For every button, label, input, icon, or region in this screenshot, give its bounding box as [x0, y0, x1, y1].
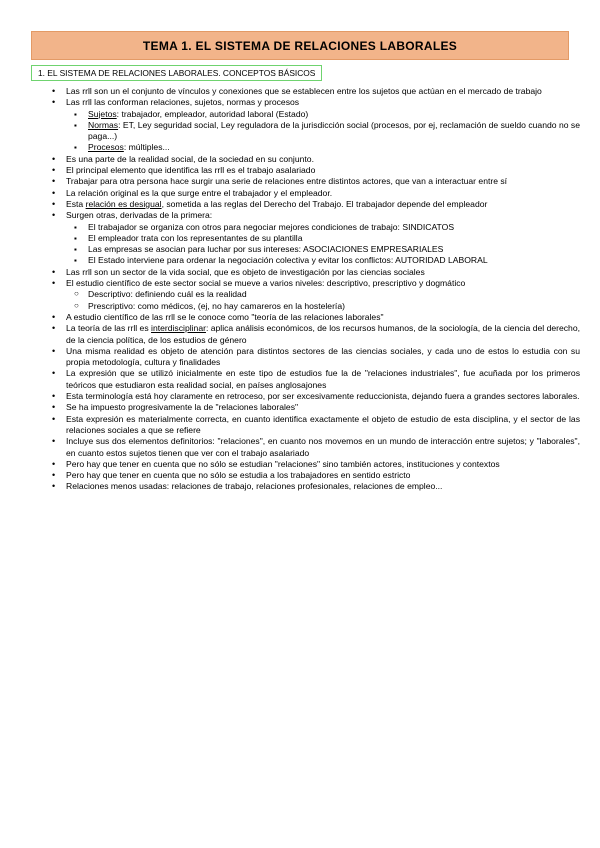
list-item: • La expresión que se utilizó inicialmente en este tipo de estudios fue la de "relaciones industriales", fue acuñada por los primeros teóricos que estudiaron esta realidad social, en países anglosajones [52, 368, 580, 391]
term-text: : múltiples... [123, 142, 170, 153]
list-item: • Las rrll son un el conjunto de vínculos y conexiones que se establecen entre los sujetos que actúan en el mercado de trabajo [52, 86, 580, 97]
list-item [52, 323, 580, 346]
list-item [52, 199, 580, 210]
term-normas: Normas [88, 119, 119, 130]
page-title: TEMA 1. EL SISTEMA DE RELACIONES LABORALES [31, 31, 569, 60]
list-item: • Esta expresión es materialmente correcta, en cuanto identifica exactamente el objeto de estudio de esta disciplina, y el sector de las relaciones sociales a que se refiere [52, 414, 580, 437]
list-item: • El principal elemento que identifica las rrll es el trabajo asalariado [52, 165, 580, 176]
list-item: • Pero hay que tener en cuenta que no sólo se estudia a los trabajadores en sentido estricto [52, 470, 580, 481]
bullet-list [52, 86, 580, 493]
text-fragment: La teoría de las rrll es [66, 323, 152, 334]
term-procesos: Procesos [88, 142, 124, 153]
term-interdisciplinar: interdisciplinar [151, 323, 206, 334]
sub-list-item: ▪ El empleador trata con los representantes de su plantilla [74, 233, 580, 244]
term-text: : ET, Ley seguridad social, Ley reguladora de la jurisdicción social (procesos, por ej, reclamación de sueldo cuando no se paga...) [88, 119, 580, 142]
term-relacion-desigual: relación es desigual [85, 198, 162, 209]
term-text: : trabajador, empleador, autoridad laboral (Estado) [116, 108, 309, 119]
list-item: • Esta terminología está hoy claramente en retroceso, por ser excesivamente reduccionista, dejando fuera a grandes sectores laborales. [52, 391, 580, 402]
list-item: • Se ha impuesto progresivamente la de "relaciones laborales" [52, 402, 580, 413]
sub-list-item: ○ Prescriptivo: como médicos, (ej, no hay camareros en la hostelería) [74, 301, 580, 312]
sub-list-item [74, 142, 580, 153]
text-fragment: : aplica análisis económicos, de los recursos humanos, de la sociología, de la ciencia del derecho, de la ciencia política, de los estudios de género [66, 323, 581, 345]
sub-list-item: ▪ Las empresas se asocian para luchar por sus intereses: ASOCIACIONES EMPRESARIALES [74, 244, 580, 255]
list-item: • Pero hay que tener en cuenta que no sólo se estudian "relaciones" sino también actores, instituciones y contextos [52, 459, 580, 470]
list-item: • Relaciones menos usadas: relaciones de trabajo, relaciones profesionales, relaciones de empleo... [52, 481, 580, 492]
list-item: • Una misma realidad es objeto de atención para distintos sectores de las ciencias sociales, y cada uno de estos lo estudia con su propia metodología, cultura y finalidades [52, 346, 580, 369]
list-item: • Las rrll las conforman relaciones, sujetos, normas y procesos [52, 97, 580, 108]
list-item: • Es una parte de la realidad social, de la sociedad en su conjunto. [52, 154, 580, 165]
list-item: • Incluye sus dos elementos definitorios: "relaciones", en cuanto nos movemos en un mundo de interacción entre sujetos; y "laborales", en cuanto estos sujetos tienen que ver con el trabajo asalariado [52, 436, 580, 459]
list-item: • Las rrll son un sector de la vida social, que es objeto de investigación por las ciencias sociales [52, 267, 580, 278]
list-item: • Trabajar para otra persona hace surgir una serie de relaciones entre distintos actores, que van a interactuar entre sí [52, 176, 580, 187]
list-item: • A estudio científico de las rrll se le conoce como "teoría de las relaciones laborales" [52, 312, 580, 323]
sub-list-item [74, 120, 580, 143]
section-heading: 1. EL SISTEMA DE RELACIONES LABORALES. CONCEPTOS BÁSICOS [31, 65, 322, 81]
text-fragment: , sometida a las reglas del Derecho del Trabajo. El trabajador depende del empleador [161, 198, 488, 209]
notes-body [52, 86, 580, 493]
sub-list-item: ▪ El trabajador se organiza con otros para negociar mejores condiciones de trabajo: SINDICATOS [74, 222, 580, 233]
sub-list-item [74, 109, 580, 120]
list-item: • El estudio científico de este sector social se mueve a varios niveles: descriptivo, prescriptivo y dogmático [52, 278, 580, 289]
list-item: • Surgen otras, derivadas de la primera: [52, 210, 580, 221]
sub-list-item: ▪ El Estado interviene para ordenar la negociación colectiva y evitar los conflictos: AUTORIDAD LABORAL [74, 255, 580, 266]
term-sujetos: Sujetos [88, 108, 117, 119]
sub-list-item: ○ Descriptivo: definiendo cuál es la realidad [74, 289, 580, 300]
list-item: • La relación original es la que surge entre el trabajador y el empleador. [52, 188, 580, 199]
text-fragment: Esta [66, 198, 86, 209]
